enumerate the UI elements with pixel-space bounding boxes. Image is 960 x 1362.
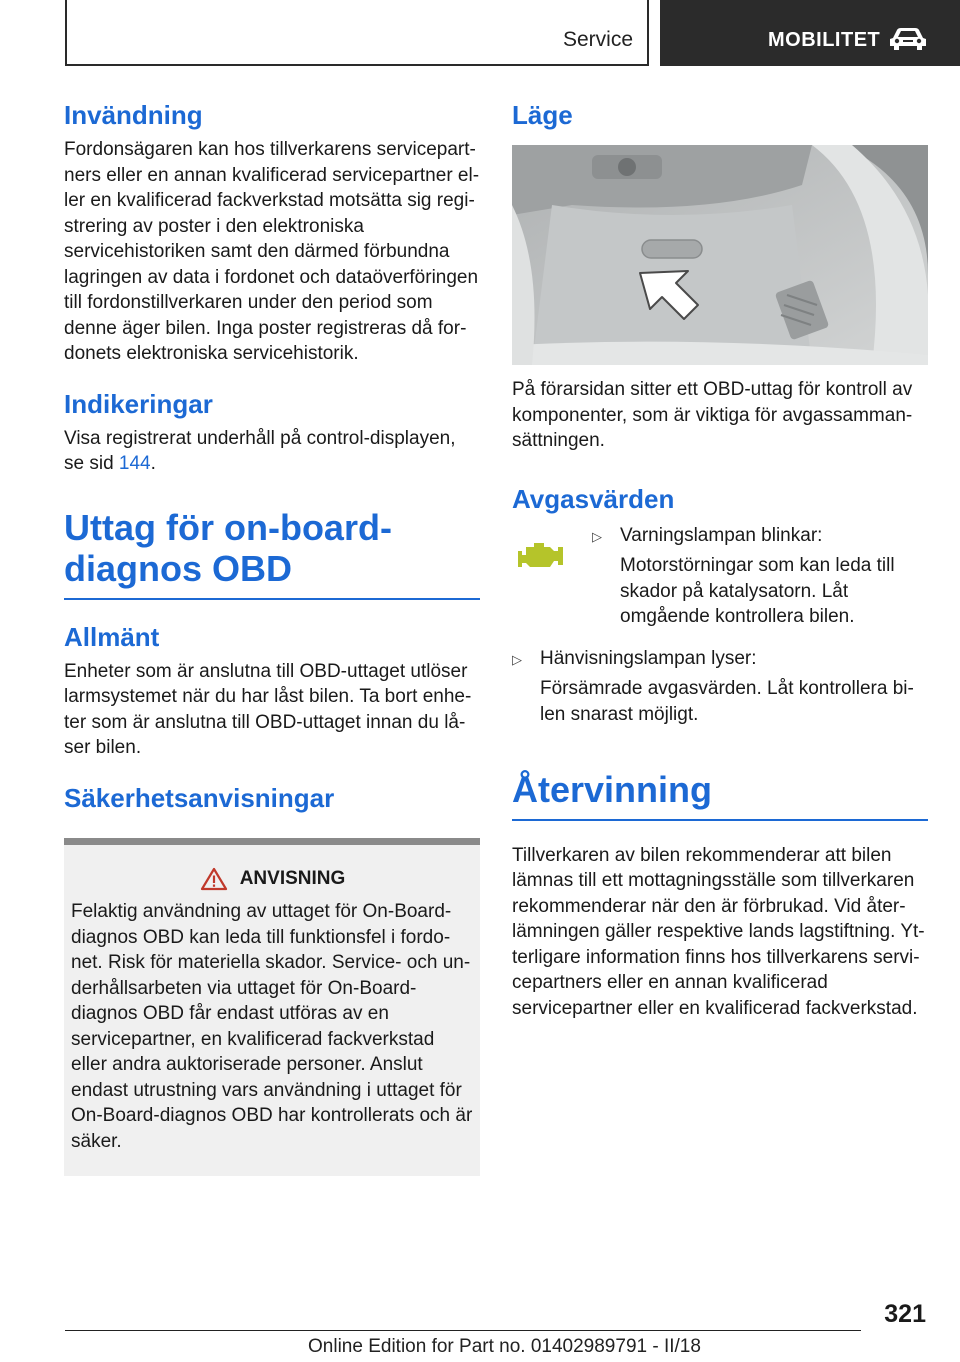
warning-title	[71, 867, 474, 891]
atervinning-text: Tillverkaren av bilen rekommenderar att bilen lämnas till ett mottagningsställe som tillverkaren rekommenderar när den är förbrukad. Vid återlämningen gäller respektive lands lagstiftning. Ytterligare information finns hos tillverkarens servicepartners eller en annan kvalificerad servicepartner eller en kvalificerad fackverkstad.	[512, 844, 925, 1019]
header-chapter-box	[660, 0, 960, 66]
warning-text: Felaktig användning av uttaget för On-Board-diagnos OBD kan leda till funktionsfel i fordonet. Risk för materiella skador. Service- och underhållsarbeten via uttaget för On-Board-diagnos OBD får endast utföras av en servicepartner, en kvalificerad fackverkstad eller andra auktoriserade personer. Anslut endast utrustning vars användning i uttaget för On-Board-diagnos OBD har kontrollerats och är säker.	[71, 901, 473, 1152]
anvandning-text: Fordonsägaren kan hos tillverkarens servicepartners eller en annan kvalificerad servicepartner eller en kvalificerad fackverkstad motsätta sig registrering av poster i den elektroniska servicehistoriken samt den därmed förbundna lagringen av data i fordonet och dataöverföringen till fordonstillverkaren under den period som denne äger bilen. Inga poster registreras då fordonets elektroniska servicehistorik.	[64, 139, 480, 365]
list-item	[512, 646, 928, 728]
warning-label: ANVISNING	[239, 868, 346, 890]
footer-edition: Online Edition for Part no. 01402989791 - II/18	[308, 1336, 701, 1357]
obd-heading: Uttag för on-board-diagnos OBD	[64, 507, 480, 600]
check-engine-icon	[516, 539, 566, 573]
list-item	[592, 523, 928, 630]
right-column	[512, 100, 928, 1021]
car-icon	[888, 26, 928, 52]
triangle-bullet-icon: ▷	[512, 651, 522, 667]
warning-box	[64, 838, 480, 1176]
atervinning-heading: Återvinning	[512, 769, 928, 820]
obd-location-photo	[512, 145, 928, 365]
left-column	[64, 100, 480, 1176]
list-item-label: Hänvisningslampan lyser:	[540, 647, 757, 669]
avgas-list	[592, 523, 928, 640]
allmant-text: Enheter som är anslutna till OBD-uttaget utlöser larmsystemet när du har låst bilen. Ta bort enheter som är anslutna till OBD-uttaget innan du låser bilen.	[64, 660, 472, 759]
header-section-box	[65, 0, 649, 66]
warning-triangle-icon	[200, 867, 228, 891]
avgas-section	[512, 523, 928, 640]
indikeringar-text: Visa registrerat underhåll på control-displayen, se sid 144.	[64, 427, 456, 475]
sakerhet-heading: Säkerhetsanvisningar	[64, 782, 335, 813]
list-item-detail: Motorstörningar som kan leda till skador på katalysatorn. Låt omgående kontrollera bilen.	[620, 555, 895, 628]
header-chapter-title: MOBILITET	[768, 29, 881, 51]
list-item-label: Varningslampan blinkar:	[620, 524, 823, 546]
allmant-heading: Allmänt	[64, 621, 160, 652]
footer-divider	[65, 1330, 861, 1331]
indikeringar-heading: Indikeringar	[64, 388, 213, 419]
triangle-bullet-icon: ▷	[592, 528, 602, 544]
page-reference-link[interactable]: 144	[118, 453, 151, 475]
page-number: 321	[884, 1300, 926, 1328]
lage-text: På förarsidan sitter ett OBD-uttag för kontroll av komponenter, som är viktiga för avgassammansättningen.	[512, 379, 913, 452]
header-section-title: Service	[562, 28, 633, 51]
anvandning-heading: Invändning	[64, 100, 203, 130]
lage-heading: Läge	[512, 100, 573, 130]
list-item-detail: Försämrade avgasvärden. Låt kontrollera bilen snarast möjligt.	[540, 678, 914, 725]
avgas-heading: Avgasvärden	[512, 483, 675, 514]
